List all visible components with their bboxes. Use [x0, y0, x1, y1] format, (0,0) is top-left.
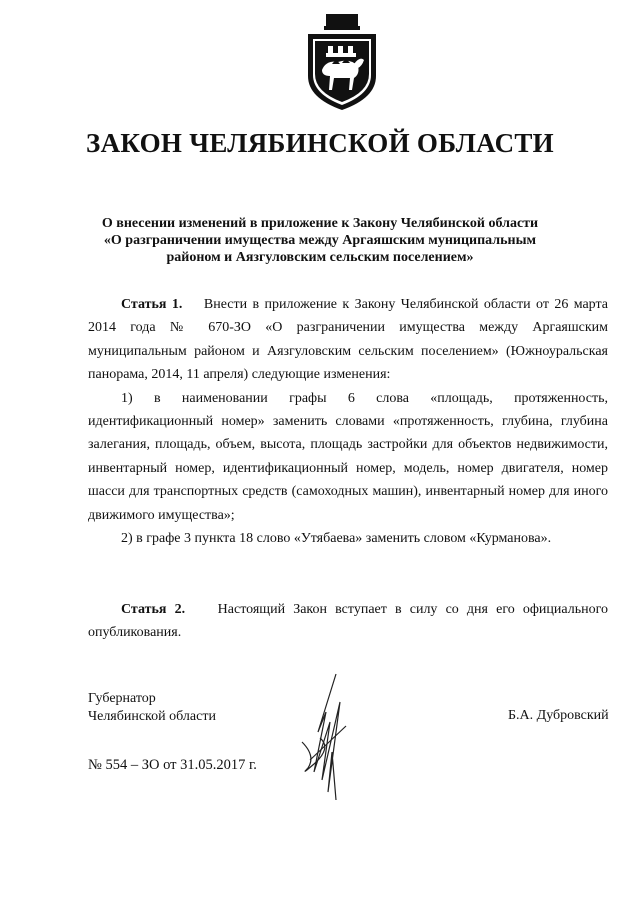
law-number: № 554 – ЗО от 31.05.2017 г.	[88, 757, 257, 773]
article-1-item-1	[88, 387, 608, 527]
article-1-heading: Статья 1.	[121, 297, 183, 312]
item-1-text: 1) в наименовании графы 6 слова «площадь, протяженность, идентификационный номер» заменить словами «протяженность, глубина, глубина залегания, площадь, объем, высота, площадь застройки для объектов недвижимости, инвентарный номер, идентификационный номер, модель, номер двигателя, номер шасси для транспортных средств (самоходных машин), инвентарный номер для иного движимого имущества»;	[88, 390, 608, 523]
article-1-intro	[88, 293, 608, 387]
chelyabinsk-coat-of-arms-icon	[304, 12, 380, 112]
handwritten-signature-icon	[296, 672, 362, 804]
article-2-text: Настоящий Закон вступает в силу со дня его официального опубликования.	[88, 602, 608, 641]
item-2-text: 2) в графе 3 пункта 18 слово «Утябаева» заменить словом «Курманова».	[121, 531, 552, 547]
signatory-position	[88, 690, 216, 726]
position-line-2: Челябинской области	[88, 709, 216, 724]
document-subtitle	[60, 215, 580, 266]
article-2-heading: Статья 2.	[121, 602, 186, 617]
subtitle-line: «О разграничении имущества между Аргаяшским муниципальным	[103, 233, 537, 248]
subtitle-line: районом и Аязгуловским сельским поселением»	[166, 250, 474, 265]
document-title: ЗАКОН ЧЕЛЯБИНСКОЙ ОБЛАСТИ	[86, 128, 554, 158]
article-1-text: Внести в приложение к Закону Челябинской области от 26 марта 2014 года № 670-ЗО «О разграничении имущества между Аргаяшским муниципальным районом и Аязгуловским сельским поселением» (Южноуральская панорама, 2014, 11 апреля) следующие изменения:	[88, 297, 609, 383]
article-1-item-2	[88, 527, 608, 550]
signatory-name: Б.А. Дубровский	[508, 708, 609, 723]
article-2	[88, 598, 608, 645]
article-1	[88, 293, 608, 550]
subtitle-line: О внесении изменений в приложение к Закону Челябинской области	[101, 216, 539, 231]
position-line-1: Губернатор	[88, 691, 156, 706]
